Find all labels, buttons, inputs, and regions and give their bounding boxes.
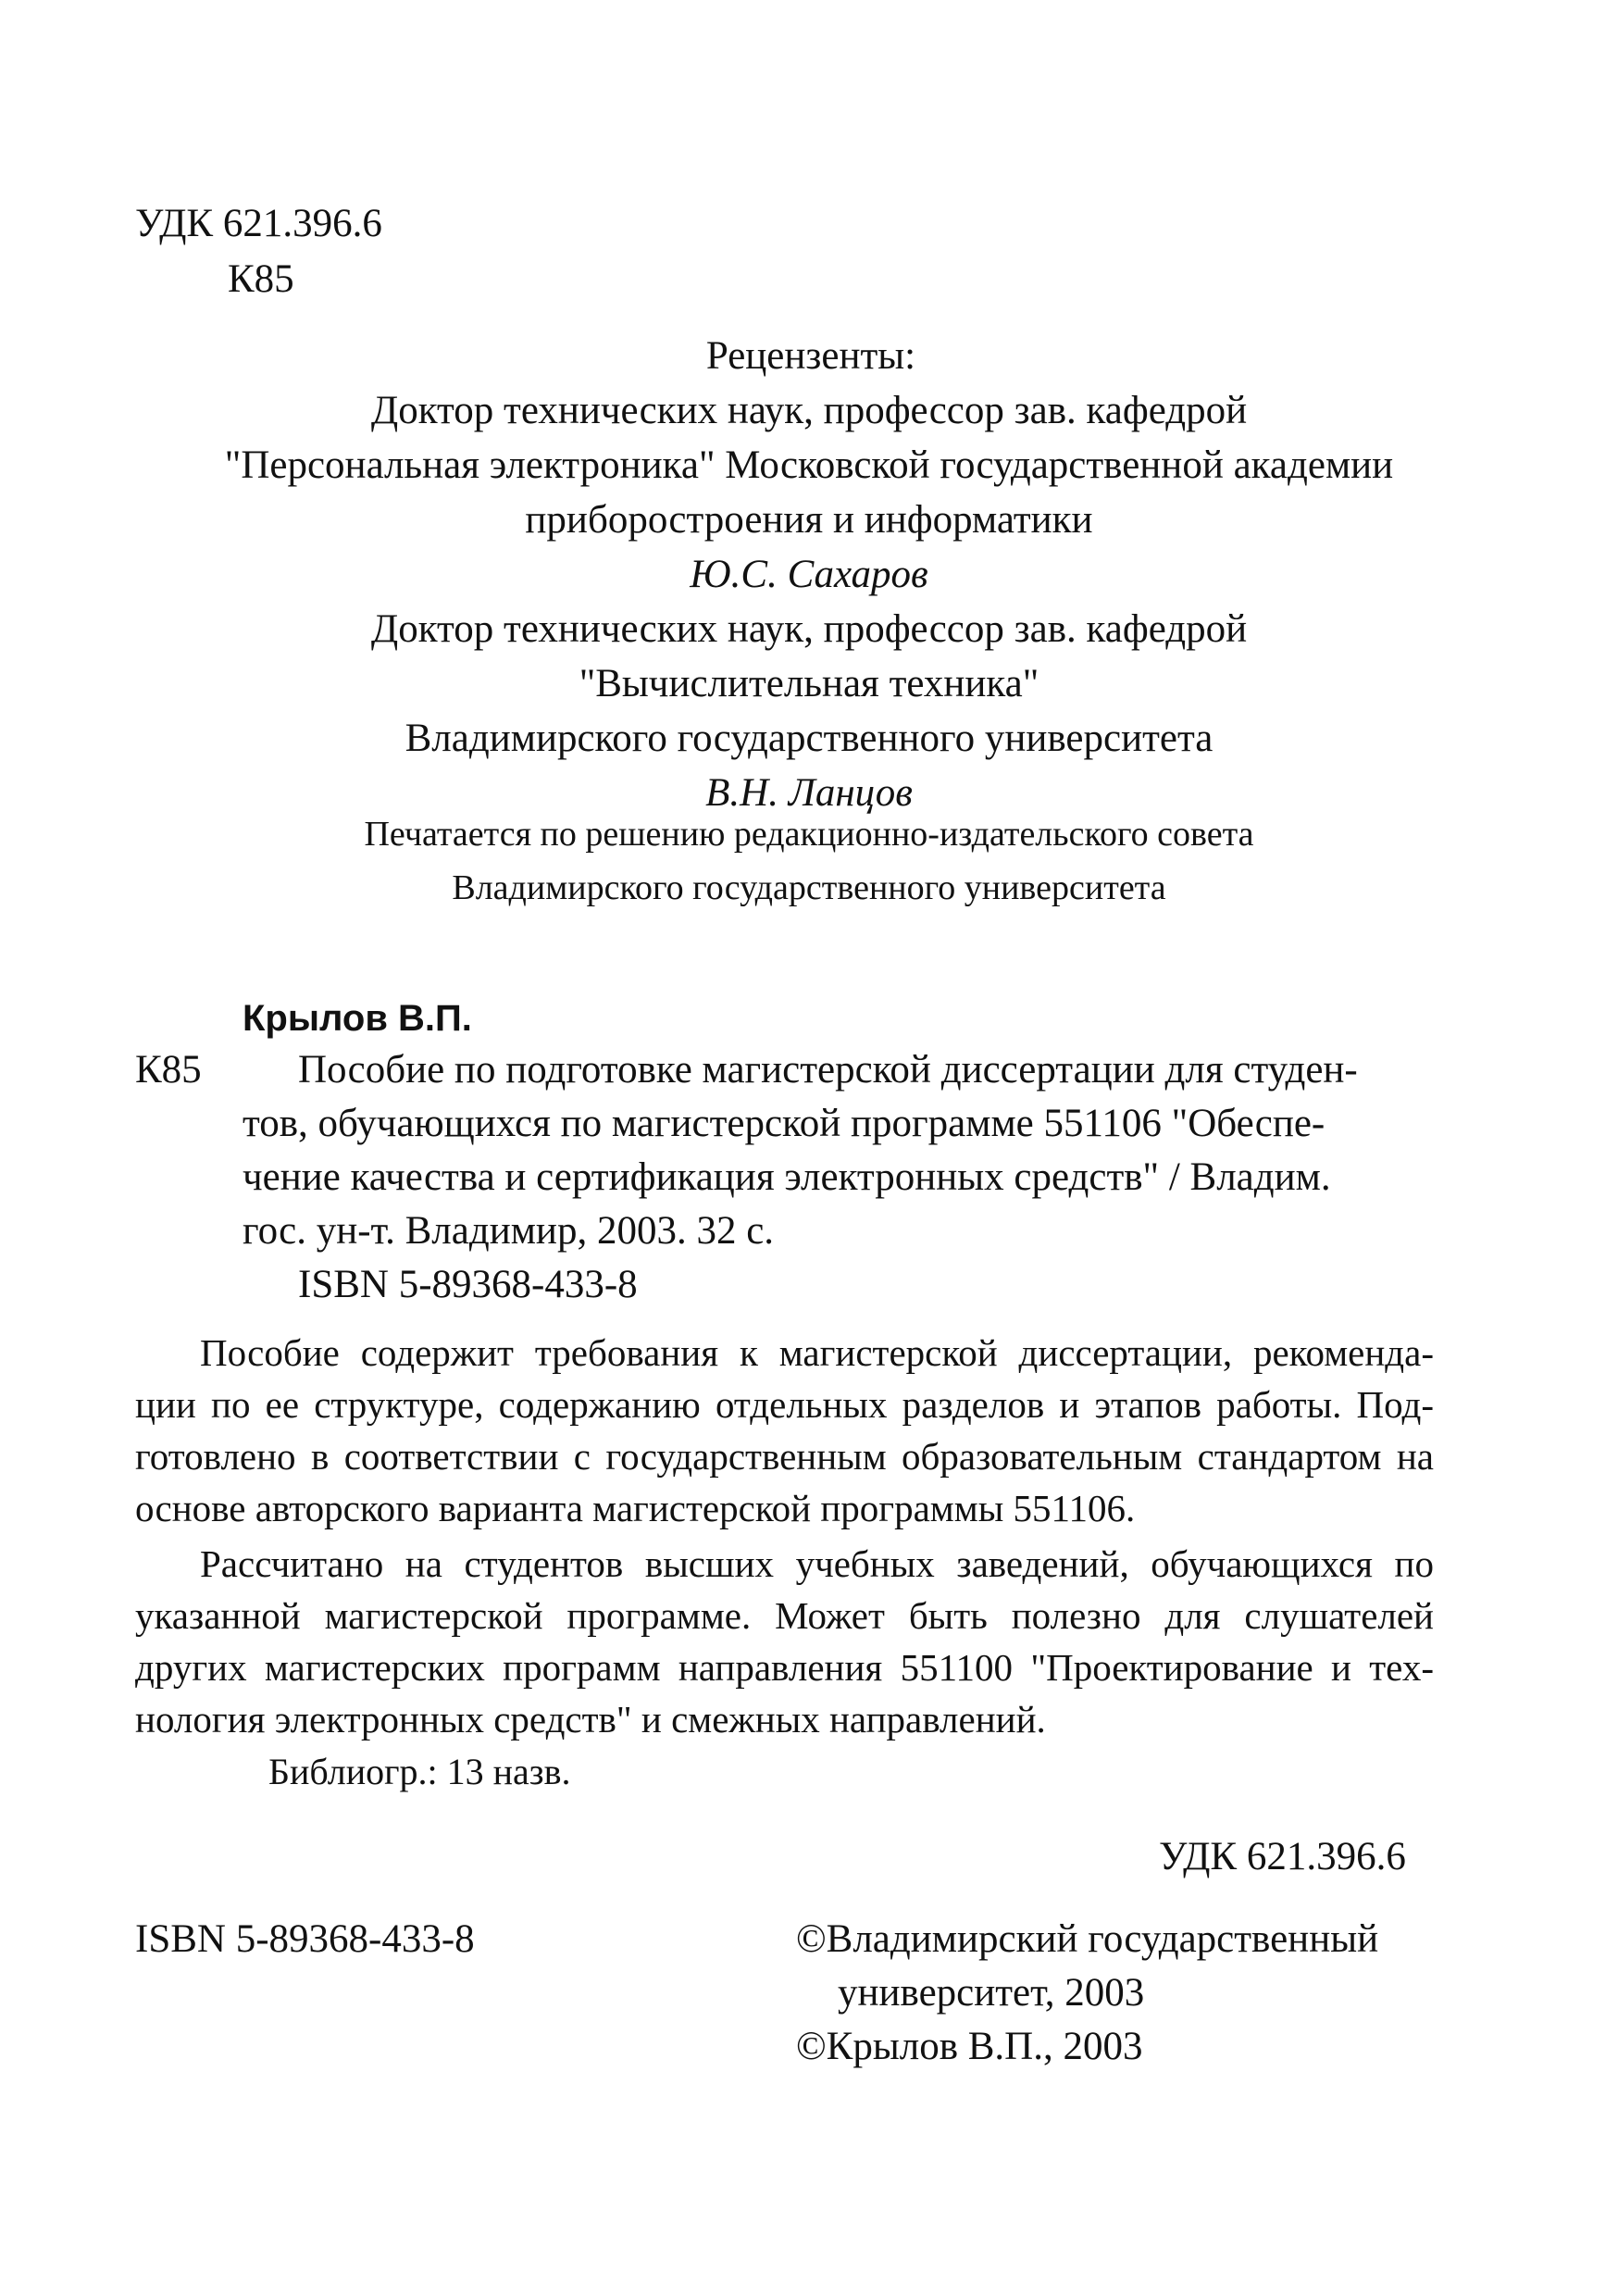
abstract-paragraph-2 <box>135 1538 1434 1745</box>
entry-desc-line-2: тов, обучающихся по магистерской программе 551106 "Обеспе- <box>243 1102 1326 1145</box>
udk-header: УДК 621.396.6 <box>135 202 382 245</box>
reviewer-2-name: В.Н. Ланцов <box>705 771 913 815</box>
abstract-p2-line-1: Рассчитано на студентов высших учебных заведений, обучающихся по <box>200 1542 1434 1585</box>
abstract-p2-line-4: нология электронных средств" и смежных направлений. <box>135 1698 1046 1741</box>
isbn-footer: ISBN 5-89368-433-8 <box>135 1917 475 1961</box>
reviewer-1-line-1: Доктор технических наук, профессор зав. кафедрой <box>370 389 1248 432</box>
reviewer-2-line-2: "Вычислительная техника" <box>579 662 1039 705</box>
abstract-p2-line-2: указанной магистерской программе. Может быть полезно для слушателей <box>135 1594 1434 1637</box>
copyright-university-line-1: ©Владимирский государственный <box>796 1917 1379 1961</box>
entry-desc-line-3: чение качества и сертификация электронных средств" / Владим. <box>243 1155 1331 1199</box>
publish-note-line-1: Печатается по решению редакционно-издательского совета <box>364 815 1254 854</box>
bibliography: Библиогр.: 13 назв. <box>268 1751 571 1792</box>
publish-note <box>0 807 1618 915</box>
reviewers-block <box>0 329 1618 820</box>
copyright-author: ©Крылов В.П., 2003 <box>796 2025 1143 2068</box>
entry-desc-line-4: гос. ун-т. Владимир, 2003. 32 с. <box>243 1209 775 1253</box>
abstract-p1-line-4: основе авторского варианта магистерской программы 551106. <box>135 1487 1136 1529</box>
copyright-university-line-2: университет, 2003 <box>838 1971 1145 2015</box>
abstract-p1-line-3: готовлено в соответствии с государственным образовательным стандартом на <box>135 1435 1434 1478</box>
reviewer-2-line-1: Доктор технических наук, профессор зав. кафедрой <box>370 607 1248 651</box>
entry-code: К85 <box>135 1048 202 1092</box>
reviewer-1-line-2: "Персональная электроника" Московской государственной академии <box>224 443 1394 487</box>
publish-note-line-2: Владимирского государственного университета <box>452 868 1166 907</box>
abstract-p1-line-1: Пособие содержит требования к магистерской диссертации, рекоменда- <box>200 1331 1434 1374</box>
reviewer-1-line-3: приборостроения и информатики <box>525 498 1093 542</box>
reviewer-2-line-3: Владимирского государственного университета <box>404 717 1214 760</box>
entry-desc-line-1: Пособие по подготовке магистерской диссертации для студен- <box>298 1048 1358 1092</box>
abstract-p2-line-3: других магистерских программ направления 551100 "Проектирование и тех- <box>135 1646 1434 1689</box>
code-header: К85 <box>228 257 294 301</box>
reviewers-title: Рецензенты: <box>705 334 916 378</box>
udk-footer: УДК 621.396.6 <box>1159 1835 1406 1878</box>
entry-isbn: ISBN 5-89368-433-8 <box>298 1263 638 1306</box>
reviewer-1-name: Ю.С. Сахаров <box>690 553 928 596</box>
abstract-p1-line-2: ции по ее структуре, содержанию отдельных разделов и этапов работы. Под- <box>135 1383 1434 1426</box>
entry-author: Крылов В.П. <box>243 998 472 1039</box>
abstract-paragraph-1 <box>135 1327 1434 1534</box>
